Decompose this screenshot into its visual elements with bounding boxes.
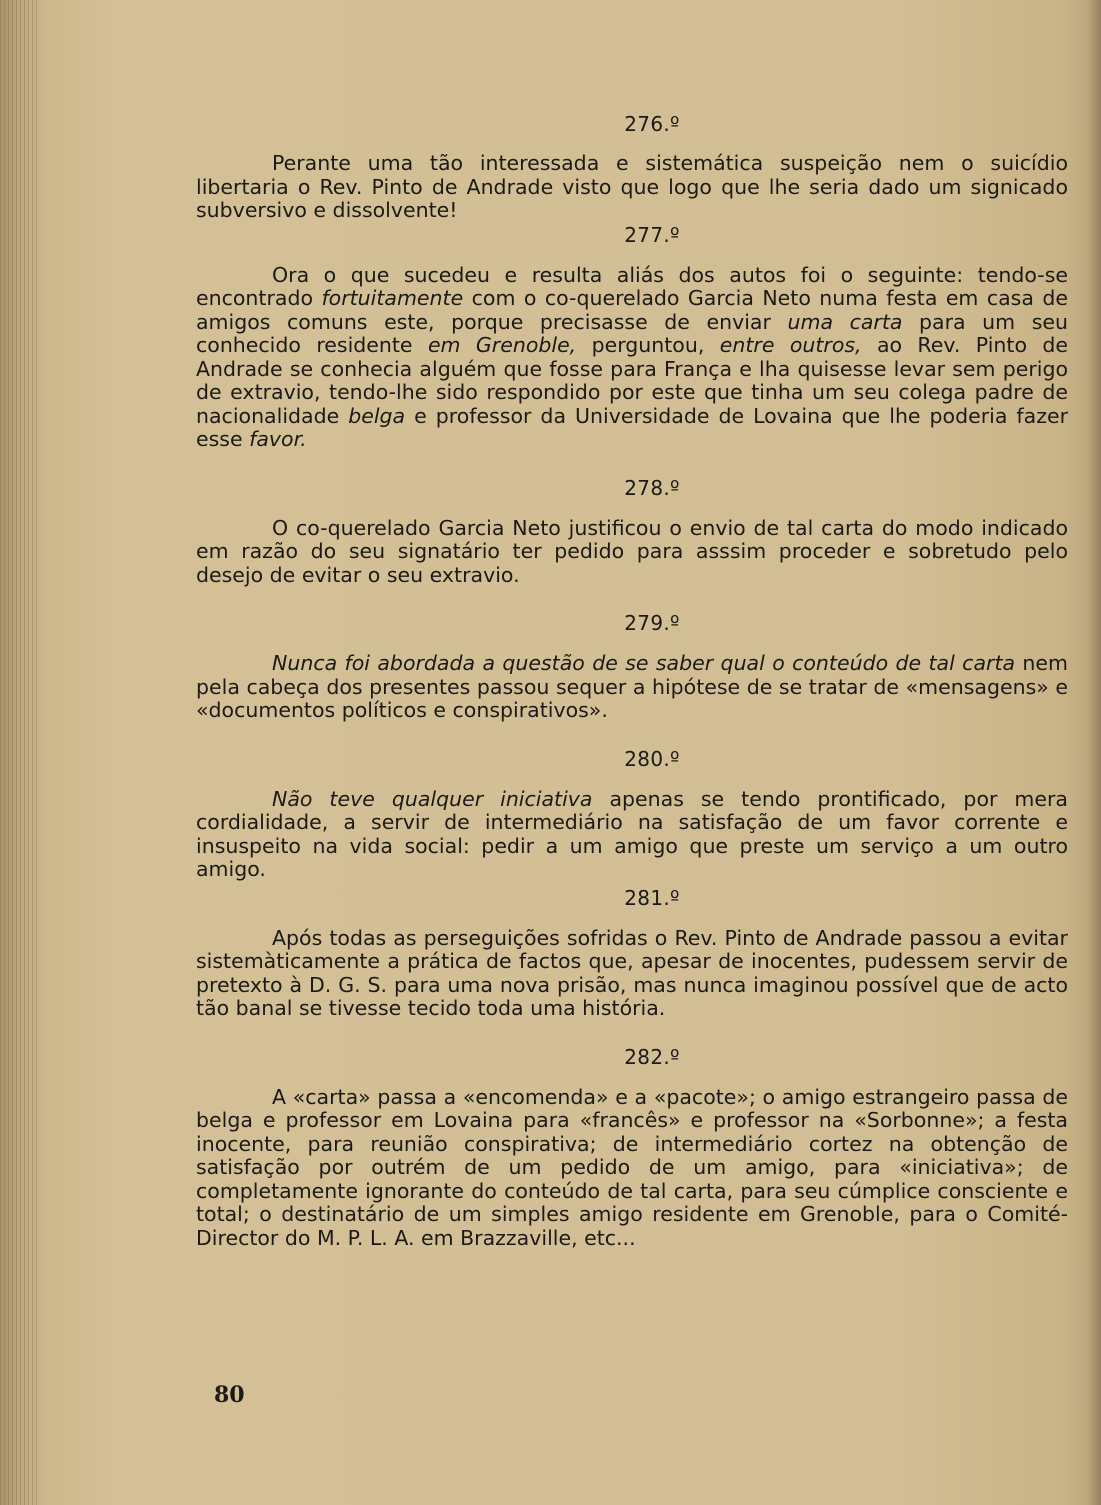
article-277-text: Ora o que sucedeu e resulta aliás dos autos foi o seguinte: tendo-se encontrado fortuitamente com o co-querelado Garcia Neto numa festa em casa de amigos comuns este, porque precisasse de enviar uma carta para um seu conhecido residente em Grenoble, perguntou, entre outros, ao Rev. Pinto de Andrade se conhecia alguém que fosse para França e lha quisesse levar sem perigo de extravio, tendo-lhe sido respondido por este que tinha um seu colega padre de nacionalidade belga e professor da Universidade de Lovaina que lhe poderia fazer esse favor. [196, 262, 1068, 451]
article-number-282: 282.º [624, 1044, 680, 1069]
article-282-text: A «carta» passa a «encomenda» e a «pacote»; o amigo estrangeiro passa de belga e professor em Lovaina para «francês» e professor na «Sorbonne»; a festa inocente, para reunião conspirativa; de intermediário cortez na obtenção de satisfação por outrém de um pedido de um amigo, para «iniciativa»; de completamente ignorante do conteúdo de tal carta, para seu cúmplice consciente e total; o destinatário de um simples amigo residente em Grenoble, para o Comité-Director do M. P. L. A. em Brazzaville, etc... [196, 1084, 1068, 1250]
article-280-text: Não teve qualquer iniciativa apenas se tendo prontificado, por mera cordialidade, a servir de intermediário na satisfação de um favor corrente e insuspeito na vida social: pedir a um amigo que preste um serviço a um outro amigo. [196, 786, 1068, 881]
article-number-276: 276.º [624, 112, 680, 136]
document-body [196, 112, 1068, 1250]
article-number-278: 278.º [624, 475, 680, 500]
page-number: 80 [214, 1382, 245, 1408]
article-281-text: Após todas as perseguições sofridas o Rev. Pinto de Andrade passou a evitar sistemàticamente a prática de factos que, apesar de inocentes, pudessem servir de pretexto à D. G. S. para uma nova prisão, mas nunca imaginou possível que de acto tão banal se tivesse tecido toda uma história. [196, 925, 1068, 1020]
article-number-277: 277.º [624, 222, 680, 247]
article-279-text: Nunca foi abordada a questão de se saber qual o conteúdo de tal carta nem pela cabeça dos presentes passou sequer a hipótese de se tratar de «mensagens» e «documentos políticos e conspirativos». [196, 651, 1069, 722]
article-number-279: 279.º [624, 611, 680, 635]
article-276-text: Perante uma tão interessada e sistemática suspeição nem o suicídio libertaria o Rev. Pinto de Andrade visto que logo que lhe seria dado um signicado subversivo e dissolvente! [196, 151, 1068, 222]
book-spine-edge [0, 0, 40, 1505]
article-278-text: O co-querelado Garcia Neto justificou o envio de tal carta do modo indicado em razão do seu signatário ter pedido para asssim proceder e sobretudo pelo desejo de evitar o seu extravio. [196, 515, 1068, 587]
article-number-281: 281.º [624, 885, 680, 910]
article-number-280: 280.º [624, 746, 680, 771]
page-right-edge [1087, 0, 1101, 1505]
